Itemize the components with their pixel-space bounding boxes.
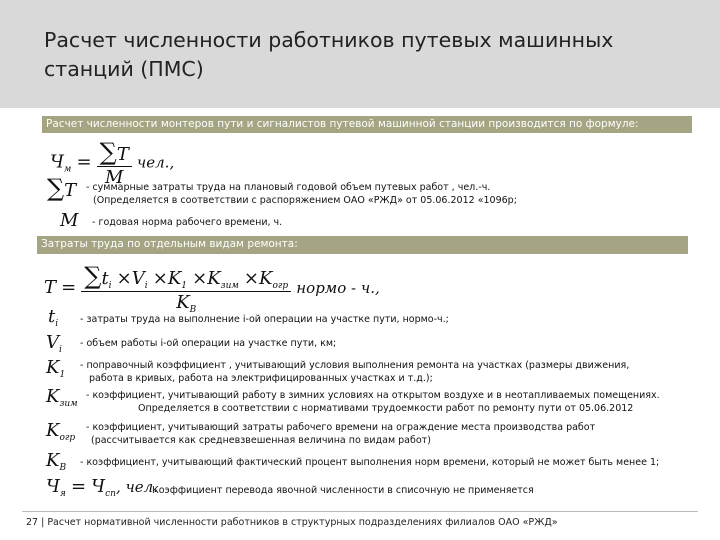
def-symbol-ti: $t_i$ — [48, 306, 59, 329]
def-symbol-k1: $K_1$ — [46, 357, 66, 380]
def-kogr: - коэффициент, учитывающий затраты рабочего времени на ограждение места производства работ (рассчитывается как средневзвешенная величина по видам работ) — [86, 422, 596, 446]
def-symbol-vi: $V_i$ — [46, 332, 62, 355]
def-kv: - коэффициент, учитывающий фактический процент выполнения норм времени, который не может быть менее 1; — [80, 457, 660, 468]
page-title: Расчет численности работников путевых машинных станций (ПМС) — [44, 28, 614, 81]
note-conversion: Коэффициент перевода явочной численности в списочную не применяется — [152, 485, 534, 496]
formula-yavochnaya: $Ч_я = Ч_{сп}$, чел. — [46, 476, 159, 499]
def-m: - годовая норма рабочего времени, ч. — [92, 217, 283, 228]
def-symbol-kogr: $K_{огр}$ — [46, 420, 76, 443]
def-symbol-kv: $K_В$ — [46, 450, 67, 473]
formula1-lhs: Ч — [50, 151, 64, 173]
formula1-lhs-sub: м — [63, 164, 72, 175]
sum-icon: ∑ — [47, 174, 65, 202]
def-ti: - затраты труда на выполнение i-ой операции на участке пути, нормо-ч.; — [80, 314, 449, 325]
formula1-unit: чел., — [136, 153, 175, 172]
def-vi: - объем работы i-ой операции на участке пути, км; — [80, 338, 337, 349]
section-band-monters: Расчет численности монтеров пути и сигналистов путевой машинной станции производится по формуле: — [42, 116, 692, 133]
footer-text: 27 | Расчет нормативной численности работников в структурных подразделениях филиалов ОАО «РЖД» — [26, 517, 558, 528]
def-symbol-m: M — [60, 210, 79, 231]
def-sum-t: - суммарные затраты труда на плановый годовой объем путевых работ , чел.-ч. (Определяется в соответствии с распоряжением ОАО «РЖД» от 05.06.2012 «1096р; — [86, 182, 517, 206]
formula-labor: T = $\frac{\sum t_i \times V_i \times K_1 \times K_{зим} \times K_{огр}}{K_В}$ нормо - ч., — [44, 262, 380, 315]
formula1-num: T — [116, 144, 129, 165]
def-kzim: - коэффициент, учитывающий работу в зимних условиях на открытом воздухе и в неотапливаемых помещениях. Определяется в соответствии с нормативами трудоемкости работ по ремонту пути от 05.06.2012 — [86, 390, 660, 414]
sum-icon: ∑ — [99, 138, 117, 166]
sum-icon: ∑ — [84, 262, 102, 290]
formula1-den: M — [105, 167, 124, 188]
footer-divider — [22, 511, 698, 512]
def-k1: - поправочный коэффициент , учитывающий условия выполнения ремонта на участках (размеры движения, работа в кривых, работа на электрифицированных участках и т.д.); — [80, 360, 630, 384]
def-symbol-kzim: $K_{зим}$ — [46, 386, 78, 409]
formula2-fraction: $\frac{\sum t_i \times V_i \times K_1 \times K_{зим} \times K_{огр}}{K_В}$ — [81, 262, 291, 315]
section-band-labor: Затраты труда по отдельным видам ремонта: — [37, 236, 688, 254]
def-symbol-sum-t: ∑T — [47, 174, 77, 202]
formula1-eq: = — [76, 151, 92, 173]
